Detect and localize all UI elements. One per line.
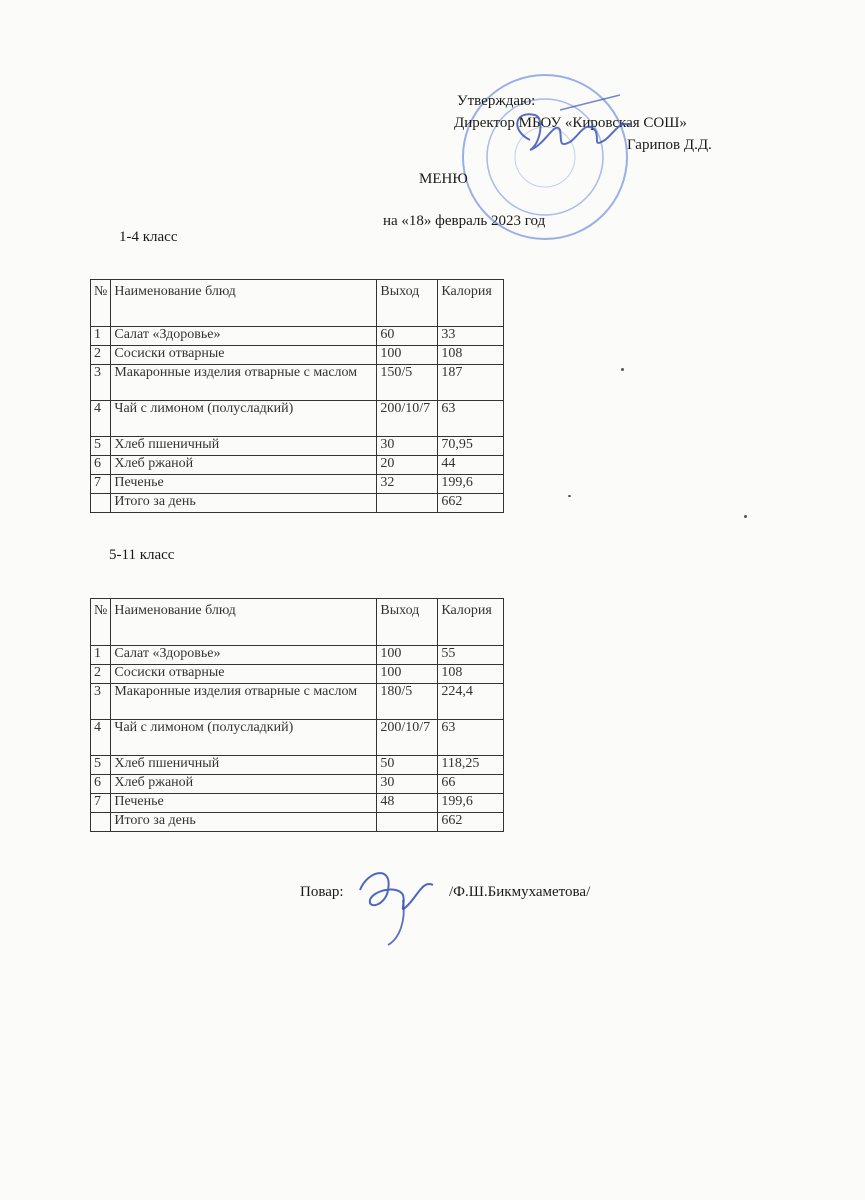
total-output: [377, 494, 438, 513]
col-calories: Калория: [438, 280, 504, 327]
dish-name: Хлеб пшеничный: [111, 756, 377, 775]
dish-calories: 63: [438, 401, 504, 437]
table-row: [91, 794, 504, 813]
dish-output: 30: [377, 775, 438, 794]
table-row: [91, 456, 504, 475]
row-number: 2: [91, 665, 111, 684]
menu-date: на «18» февраль 2023 год: [383, 213, 546, 229]
row-number: [91, 813, 111, 832]
col-dish-name: Наименование блюд: [111, 280, 377, 327]
table-row: [91, 475, 504, 494]
row-number: 1: [91, 327, 111, 346]
dish-name: Печенье: [111, 794, 377, 813]
dish-calories: 33: [438, 327, 504, 346]
row-number: 5: [91, 437, 111, 456]
total-label: Итого за день: [111, 494, 377, 513]
row-number: 4: [91, 720, 111, 756]
col-number: №: [91, 599, 111, 646]
dish-output: 20: [377, 456, 438, 475]
row-number: 7: [91, 475, 111, 494]
row-number: 1: [91, 646, 111, 665]
dish-calories: 108: [438, 346, 504, 365]
row-number: 3: [91, 684, 111, 720]
col-dish-name: Наименование блюд: [111, 599, 377, 646]
director-signature: [500, 90, 640, 170]
class-label-1-4: 1-4 класс: [119, 229, 178, 245]
dish-calories: 55: [438, 646, 504, 665]
dish-output: 100: [377, 665, 438, 684]
dish-calories: 199,6: [438, 475, 504, 494]
total-row: [91, 494, 504, 513]
scan-speck: [621, 368, 624, 371]
menu-table-5-11: [90, 598, 504, 832]
col-output: Выход: [377, 280, 438, 327]
dish-output: 30: [377, 437, 438, 456]
table-row: [91, 646, 504, 665]
total-output: [377, 813, 438, 832]
row-number: 6: [91, 456, 111, 475]
row-number: 4: [91, 401, 111, 437]
total-row: [91, 813, 504, 832]
dish-output: 180/5: [377, 684, 438, 720]
table-row: [91, 437, 504, 456]
dish-calories: 187: [438, 365, 504, 401]
dish-name: Чай с лимоном (полусладкий): [111, 401, 377, 437]
table-row: [91, 684, 504, 720]
table-row: [91, 720, 504, 756]
dish-output: 60: [377, 327, 438, 346]
dish-name: Хлеб пшеничный: [111, 437, 377, 456]
director-title: Директор МБОУ «Кировская СОШ»: [454, 115, 687, 131]
total-label: Итого за день: [111, 813, 377, 832]
dish-output: 200/10/7: [377, 401, 438, 437]
dish-name: Хлеб ржаной: [111, 775, 377, 794]
director-name: Гарипов Д.Д.: [627, 137, 712, 153]
dish-calories: 199,6: [438, 794, 504, 813]
dish-output: 48: [377, 794, 438, 813]
table-row: [91, 365, 504, 401]
table-row: [91, 327, 504, 346]
table-row: [91, 775, 504, 794]
col-output: Выход: [377, 599, 438, 646]
dish-calories: 118,25: [438, 756, 504, 775]
row-number: 5: [91, 756, 111, 775]
dish-output: 50: [377, 756, 438, 775]
dish-calories: 63: [438, 720, 504, 756]
total-calories: 662: [438, 494, 504, 513]
scan-speck: [744, 515, 747, 518]
row-number: 7: [91, 794, 111, 813]
table-row: [91, 346, 504, 365]
dish-name: Сосиски отварные: [111, 665, 377, 684]
dish-name: Салат «Здоровье»: [111, 646, 377, 665]
dish-name: Сосиски отварные: [111, 346, 377, 365]
row-number: 6: [91, 775, 111, 794]
dish-output: 200/10/7: [377, 720, 438, 756]
class-label-5-11: 5-11 класс: [109, 547, 175, 563]
dish-name: Макаронные изделия отварные с маслом: [111, 365, 377, 401]
table-header-row: [91, 599, 504, 646]
dish-name: Печенье: [111, 475, 377, 494]
dish-output: 100: [377, 646, 438, 665]
col-calories: Калория: [438, 599, 504, 646]
col-number: №: [91, 280, 111, 327]
cook-name: /Ф.Ш.Бикмухаметова/: [449, 884, 591, 900]
table-header-row: [91, 280, 504, 327]
dish-output: 100: [377, 346, 438, 365]
page-title: МЕНЮ: [419, 171, 468, 187]
cook-signature: [348, 860, 448, 950]
dish-calories: 70,95: [438, 437, 504, 456]
dish-name: Макаронные изделия отварные с маслом: [111, 684, 377, 720]
total-calories: 662: [438, 813, 504, 832]
dish-name: Чай с лимоном (полусладкий): [111, 720, 377, 756]
dish-output: 150/5: [377, 365, 438, 401]
row-number: 2: [91, 346, 111, 365]
row-number: 3: [91, 365, 111, 401]
table-row: [91, 665, 504, 684]
dish-calories: 66: [438, 775, 504, 794]
menu-table-1-4: [90, 279, 504, 513]
table-row: [91, 756, 504, 775]
dish-calories: 224,4: [438, 684, 504, 720]
dish-calories: 44: [438, 456, 504, 475]
dish-name: Салат «Здоровье»: [111, 327, 377, 346]
dish-name: Хлеб ржаной: [111, 456, 377, 475]
dish-output: 32: [377, 475, 438, 494]
row-number: [91, 494, 111, 513]
table-row: [91, 401, 504, 437]
dish-calories: 108: [438, 665, 504, 684]
scan-speck: [568, 495, 571, 497]
cook-label: Повар:: [300, 884, 344, 900]
approve-label: Утверждаю:: [457, 93, 536, 109]
